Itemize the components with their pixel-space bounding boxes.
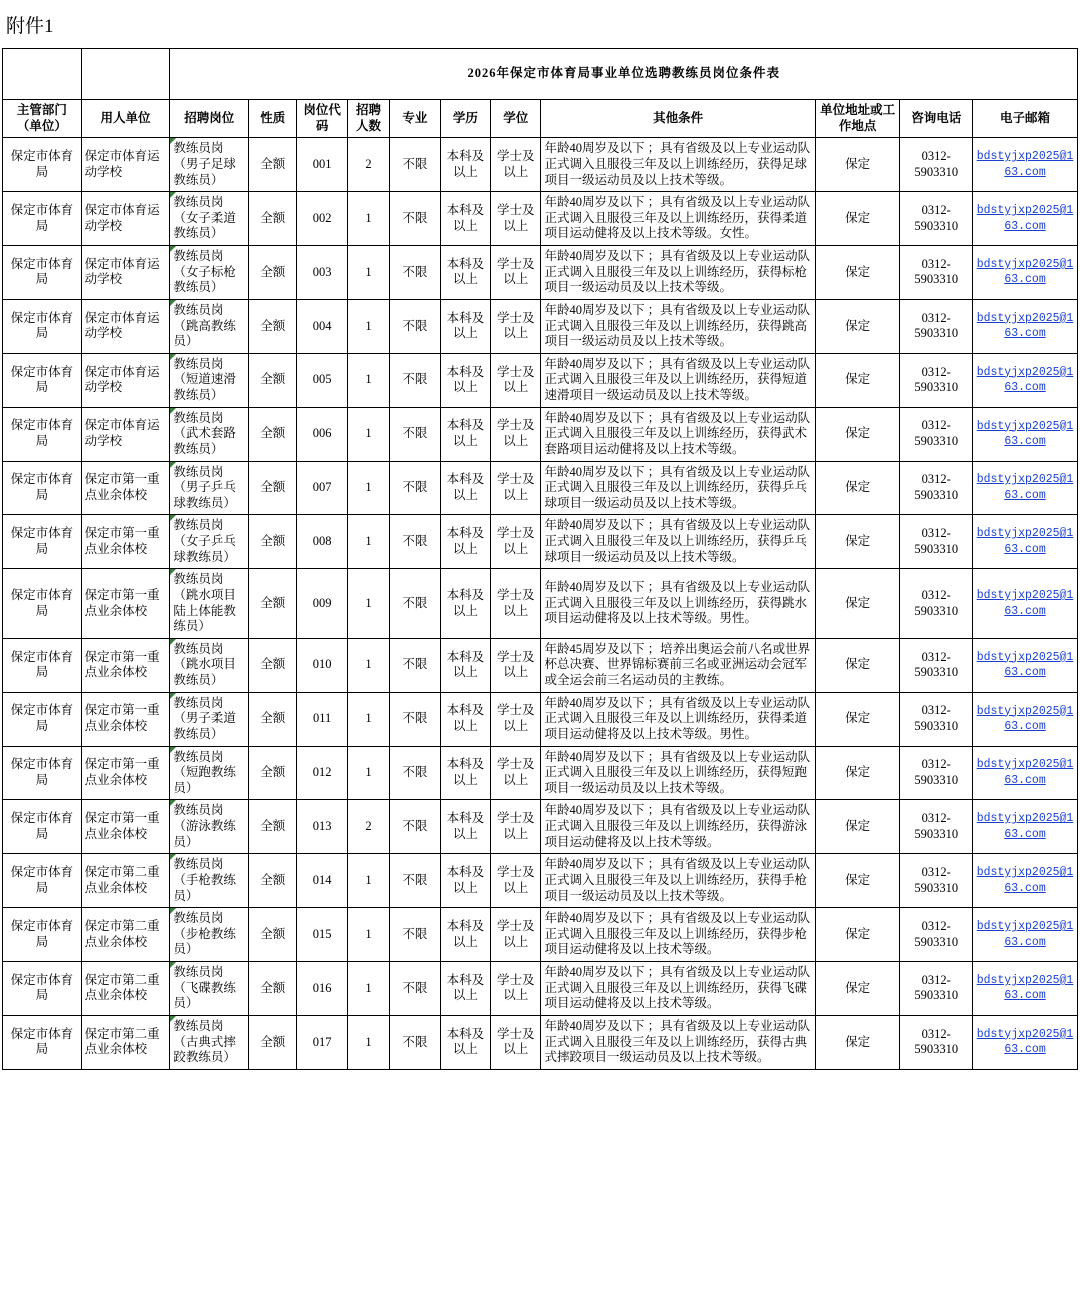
cell-phone: 0312-5903310 — [900, 246, 973, 300]
cell-phone: 0312-5903310 — [900, 461, 973, 515]
cell-phone: 0312-5903310 — [900, 854, 973, 908]
table-row — [3, 638, 1078, 692]
cell-phone: 0312-5903310 — [900, 138, 973, 192]
cell-degree: 学士及以上 — [491, 569, 541, 639]
cell-major: 不限 — [390, 1015, 440, 1069]
table-row — [3, 746, 1078, 800]
cell-other-conditions: 年龄40周岁及以下 ；具有省级及以上专业运动队正式调入且服役三年及以上训练经历，获得乒乓球项目一级运动员及以上技术等级。 — [541, 461, 815, 515]
cell-post: 教练员岗（手枪教练员） — [170, 854, 249, 908]
cell-major: 不限 — [390, 746, 440, 800]
cell-address: 保定 — [815, 138, 900, 192]
cell-major: 不限 — [390, 908, 440, 962]
cell-address: 保定 — [815, 407, 900, 461]
email-link[interactable]: bdstyjxp2025@163.com — [976, 704, 1074, 734]
cell-major: 不限 — [390, 461, 440, 515]
cell-email — [973, 246, 1078, 300]
cell-major: 不限 — [390, 353, 440, 407]
cell-code: 013 — [297, 800, 347, 854]
cell-degree: 学士及以上 — [491, 461, 541, 515]
cell-education: 本科及以上 — [440, 246, 490, 300]
column-header: 学历 — [440, 100, 490, 138]
cell-post: 教练员岗（短道速滑教练员） — [170, 353, 249, 407]
cell-code: 001 — [297, 138, 347, 192]
table-row — [3, 962, 1078, 1016]
cell-major: 不限 — [390, 800, 440, 854]
cell-nature: 全额 — [249, 638, 297, 692]
cell-degree: 学士及以上 — [491, 515, 541, 569]
cell-code: 014 — [297, 854, 347, 908]
table-row — [3, 692, 1078, 746]
cell-phone: 0312-5903310 — [900, 407, 973, 461]
cell-email — [973, 800, 1078, 854]
cell-department: 保定市体育局 — [3, 1015, 82, 1069]
cell-unit: 保定市体育运动学校 — [81, 192, 170, 246]
cell-email — [973, 692, 1078, 746]
cell-count: 1 — [347, 854, 389, 908]
cell-email — [973, 962, 1078, 1016]
cell-other-conditions: 年龄40周岁及以下 ；具有省级及以上专业运动队正式调入且服役三年及以上训练经历，获得步枪项目运动健将及以上技术等级。 — [541, 908, 815, 962]
cell-unit: 保定市第一重点业余体校 — [81, 461, 170, 515]
cell-address: 保定 — [815, 638, 900, 692]
cell-major: 不限 — [390, 407, 440, 461]
cell-department: 保定市体育局 — [3, 461, 82, 515]
cell-phone: 0312-5903310 — [900, 908, 973, 962]
cell-unit: 保定市体育运动学校 — [81, 353, 170, 407]
cell-post: 教练员岗（武术套路教练员） — [170, 407, 249, 461]
cell-count: 1 — [347, 962, 389, 1016]
cell-post: 教练员岗（跳水项目教练员） — [170, 638, 249, 692]
cell-count: 1 — [347, 515, 389, 569]
cell-post: 教练员岗（飞碟教练员） — [170, 962, 249, 1016]
cell-other-conditions: 年龄40周岁及以下 ；具有省级及以上专业运动队正式调入且服役三年及以上训练经历，获得跳水项目运动健将及以上技术等级。男性。 — [541, 569, 815, 639]
cell-degree: 学士及以上 — [491, 638, 541, 692]
cell-unit: 保定市第一重点业余体校 — [81, 515, 170, 569]
cell-email — [973, 854, 1078, 908]
cell-major: 不限 — [390, 246, 440, 300]
cell-email — [973, 353, 1078, 407]
cell-code: 015 — [297, 908, 347, 962]
cell-post: 教练员岗（步枪教练员） — [170, 908, 249, 962]
cell-post: 教练员岗（跳高教练员） — [170, 299, 249, 353]
cell-count: 1 — [347, 569, 389, 639]
column-header: 咨询电话 — [900, 100, 973, 138]
cell-education: 本科及以上 — [440, 461, 490, 515]
email-link[interactable]: bdstyjxp2025@163.com — [976, 650, 1074, 680]
cell-post: 教练员岗（男子柔道教练员） — [170, 692, 249, 746]
cell-other-conditions: 年龄40周岁及以下 ；具有省级及以上专业运动队正式调入且服役三年及以上训练经历，获得手枪项目一级运动员及以上技术等级。 — [541, 854, 815, 908]
cell-address: 保定 — [815, 854, 900, 908]
cell-degree: 学士及以上 — [491, 246, 541, 300]
table-row — [3, 192, 1078, 246]
cell-other-conditions: 年龄40周岁及以下 ；具有省级及以上专业运动队正式调入且服役三年及以上训练经历，获得跳高项目一级运动员及以上技术等级。 — [541, 299, 815, 353]
cell-phone: 0312-5903310 — [900, 192, 973, 246]
cell-count: 1 — [347, 746, 389, 800]
cell-phone: 0312-5903310 — [900, 638, 973, 692]
cell-education: 本科及以上 — [440, 353, 490, 407]
cell-unit: 保定市第一重点业余体校 — [81, 569, 170, 639]
cell-count: 1 — [347, 908, 389, 962]
cell-other-conditions: 年龄40周岁及以下 ；具有省级及以上专业运动队正式调入且服役三年及以上训练经历，获得古典式摔跤项目一级运动员及以上技术等级。 — [541, 1015, 815, 1069]
cell-address: 保定 — [815, 692, 900, 746]
blank-top-row — [3, 49, 1078, 100]
cell-other-conditions: 年龄45周岁及以下 ；培养出奥运会前八名或世界杯总决赛、世界锦标赛前三名或亚洲运动会冠军或全运会前三名运动员的主教练。 — [541, 638, 815, 692]
attachment-label: 附件1 — [6, 15, 54, 37]
cell-major: 不限 — [390, 854, 440, 908]
column-header: 学位 — [491, 100, 541, 138]
cell-phone: 0312-5903310 — [900, 692, 973, 746]
cell-post: 教练员岗（古典式摔跤教练员） — [170, 1015, 249, 1069]
column-header: 招聘人数 — [347, 100, 389, 138]
cell-address: 保定 — [815, 746, 900, 800]
cell-other-conditions: 年龄40周岁及以下 ；具有省级及以上专业运动队正式调入且服役三年及以上训练经历，获得游泳项目运动健将及以上技术等级。 — [541, 800, 815, 854]
email-link[interactable]: bdstyjxp2025@163.com — [976, 812, 1074, 841]
cell-department: 保定市体育局 — [3, 800, 82, 854]
table-header-row — [3, 100, 1078, 138]
column-header: 其他条件 — [541, 100, 815, 138]
cell-other-conditions: 年龄40周岁及以下 ；具有省级及以上专业运动队正式调入且服役三年及以上训练经历，获得足球项目一级运动员及以上技术等级。 — [541, 138, 815, 192]
cell-email — [973, 908, 1078, 962]
cell-degree: 学士及以上 — [491, 962, 541, 1016]
cell-other-conditions: 年龄40周岁及以下 ；具有省级及以上专业运动队正式调入且服役三年及以上训练经历，获得标枪项目一级运动员及以上技术等级。 — [541, 246, 815, 300]
cell-department: 保定市体育局 — [3, 746, 82, 800]
cell-address: 保定 — [815, 962, 900, 1016]
cell-email — [973, 569, 1078, 639]
table-row — [3, 246, 1078, 300]
cell-phone: 0312-5903310 — [900, 299, 973, 353]
cell-address: 保定 — [815, 353, 900, 407]
cell-address: 保定 — [815, 1015, 900, 1069]
cell-email — [973, 192, 1078, 246]
table-row — [3, 138, 1078, 192]
cell-count: 2 — [347, 138, 389, 192]
email-link[interactable]: bdstyjxp2025@163.com — [976, 973, 1074, 1003]
cell-unit: 保定市第一重点业余体校 — [81, 746, 170, 800]
table-row — [3, 569, 1078, 639]
attachment-header — [0, 0, 1080, 48]
email-link[interactable]: bdstyjxp2025@163.com — [976, 866, 1074, 895]
cell-nature: 全额 — [249, 461, 297, 515]
cell-code: 011 — [297, 692, 347, 746]
cell-degree: 学士及以上 — [491, 908, 541, 962]
column-header: 专业 — [390, 100, 440, 138]
cell-unit: 保定市体育运动学校 — [81, 299, 170, 353]
cell-count: 1 — [347, 461, 389, 515]
cell-unit: 保定市第一重点业余体校 — [81, 638, 170, 692]
email-link[interactable]: bdstyjxp2025@163.com — [976, 150, 1074, 179]
cell-code: 006 — [297, 407, 347, 461]
cell-post: 教练员岗（男子足球教练员） — [170, 138, 249, 192]
cell-education: 本科及以上 — [440, 138, 490, 192]
job-conditions-table — [2, 48, 1078, 1070]
email-link[interactable]: bdstyjxp2025@163.com — [976, 311, 1074, 341]
cell-count: 1 — [347, 638, 389, 692]
table-row — [3, 353, 1078, 407]
table-row — [3, 1015, 1078, 1069]
cell-nature: 全额 — [249, 246, 297, 300]
cell-nature: 全额 — [249, 692, 297, 746]
cell-code: 010 — [297, 638, 347, 692]
cell-education: 本科及以上 — [440, 192, 490, 246]
cell-code: 003 — [297, 246, 347, 300]
cell-post: 教练员岗（女子乒乓球教练员） — [170, 515, 249, 569]
cell-address: 保定 — [815, 192, 900, 246]
cell-department: 保定市体育局 — [3, 407, 82, 461]
cell-code: 002 — [297, 192, 347, 246]
cell-nature: 全额 — [249, 1015, 297, 1069]
cell-department: 保定市体育局 — [3, 246, 82, 300]
blank-cell — [3, 49, 82, 100]
cell-major: 不限 — [390, 962, 440, 1016]
cell-other-conditions: 年龄40周岁及以下 ；具有省级及以上专业运动队正式调入且服役三年及以上训练经历，获得武术套路项目运动健将及以上技术等级。 — [541, 407, 815, 461]
cell-phone: 0312-5903310 — [900, 962, 973, 1016]
cell-code: 004 — [297, 299, 347, 353]
cell-address: 保定 — [815, 908, 900, 962]
email-link[interactable]: bdstyjxp2025@163.com — [976, 1027, 1074, 1057]
cell-phone: 0312-5903310 — [900, 569, 973, 639]
cell-degree: 学士及以上 — [491, 407, 541, 461]
email-link[interactable]: bdstyjxp2025@163.com — [976, 473, 1074, 502]
cell-count: 1 — [347, 692, 389, 746]
cell-nature: 全额 — [249, 515, 297, 569]
cell-address: 保定 — [815, 299, 900, 353]
cell-unit: 保定市第一重点业余体校 — [81, 692, 170, 746]
cell-nature: 全额 — [249, 908, 297, 962]
cell-phone: 0312-5903310 — [900, 1015, 973, 1069]
cell-education: 本科及以上 — [440, 962, 490, 1016]
cell-department: 保定市体育局 — [3, 515, 82, 569]
cell-address: 保定 — [815, 461, 900, 515]
email-link[interactable]: bdstyjxp2025@163.com — [976, 365, 1074, 395]
cell-education: 本科及以上 — [440, 407, 490, 461]
cell-other-conditions: 年龄40周岁及以下 ；具有省级及以上专业运动队正式调入且服役三年及以上训练经历，获得柔道项目运动健将及以上技术等级。女性。 — [541, 192, 815, 246]
cell-phone: 0312-5903310 — [900, 800, 973, 854]
cell-code: 017 — [297, 1015, 347, 1069]
cell-phone: 0312-5903310 — [900, 746, 973, 800]
column-header: 主管部门（单位） — [3, 100, 82, 138]
cell-unit: 保定市第二重点业余体校 — [81, 854, 170, 908]
blank-cell — [81, 49, 170, 100]
cell-nature: 全额 — [249, 353, 297, 407]
cell-post: 教练员岗（男子乒乓球教练员） — [170, 461, 249, 515]
email-link[interactable]: bdstyjxp2025@163.com — [976, 588, 1074, 618]
cell-major: 不限 — [390, 569, 440, 639]
email-link[interactable]: bdstyjxp2025@163.com — [976, 419, 1074, 449]
cell-post: 教练员岗（游泳教练员） — [170, 800, 249, 854]
email-link[interactable]: bdstyjxp2025@163.com — [976, 257, 1074, 287]
cell-education: 本科及以上 — [440, 908, 490, 962]
cell-email — [973, 407, 1078, 461]
cell-other-conditions: 年龄40周岁及以下 ；具有省级及以上专业运动队正式调入且服役三年及以上训练经历，获得飞碟项目运动健将及以上技术等级。 — [541, 962, 815, 1016]
cell-address: 保定 — [815, 569, 900, 639]
cell-major: 不限 — [390, 192, 440, 246]
email-link[interactable]: bdstyjxp2025@163.com — [976, 204, 1074, 233]
cell-department: 保定市体育局 — [3, 299, 82, 353]
cell-count: 1 — [347, 192, 389, 246]
cell-nature: 全额 — [249, 569, 297, 639]
cell-department: 保定市体育局 — [3, 962, 82, 1016]
cell-nature: 全额 — [249, 854, 297, 908]
cell-email — [973, 638, 1078, 692]
table-row — [3, 299, 1078, 353]
cell-count: 1 — [347, 246, 389, 300]
cell-email — [973, 299, 1078, 353]
cell-department: 保定市体育局 — [3, 692, 82, 746]
cell-email — [973, 138, 1078, 192]
cell-department: 保定市体育局 — [3, 908, 82, 962]
cell-nature: 全额 — [249, 299, 297, 353]
cell-unit: 保定市第二重点业余体校 — [81, 962, 170, 1016]
cell-count: 2 — [347, 800, 389, 854]
cell-email — [973, 746, 1078, 800]
column-header: 单位地址或工作地点 — [815, 100, 900, 138]
cell-code: 007 — [297, 461, 347, 515]
table-row — [3, 407, 1078, 461]
cell-email — [973, 1015, 1078, 1069]
cell-degree: 学士及以上 — [491, 353, 541, 407]
email-link[interactable]: bdstyjxp2025@163.com — [976, 527, 1074, 556]
cell-other-conditions: 年龄40周岁及以下 ；具有省级及以上专业运动队正式调入且服役三年及以上训练经历，获得柔道项目运动健将及以上技术等级。男性。 — [541, 692, 815, 746]
cell-education: 本科及以上 — [440, 854, 490, 908]
table-row — [3, 800, 1078, 854]
cell-unit: 保定市体育运动学校 — [81, 138, 170, 192]
cell-email — [973, 515, 1078, 569]
cell-department: 保定市体育局 — [3, 192, 82, 246]
cell-post: 教练员岗（女子柔道教练员） — [170, 192, 249, 246]
cell-department: 保定市体育局 — [3, 638, 82, 692]
cell-department: 保定市体育局 — [3, 569, 82, 639]
table-row — [3, 908, 1078, 962]
cell-major: 不限 — [390, 692, 440, 746]
column-header: 用人单位 — [81, 100, 170, 138]
cell-nature: 全额 — [249, 138, 297, 192]
cell-degree: 学士及以上 — [491, 138, 541, 192]
column-header: 电子邮箱 — [973, 100, 1078, 138]
cell-nature: 全额 — [249, 192, 297, 246]
cell-degree: 学士及以上 — [491, 692, 541, 746]
cell-major: 不限 — [390, 515, 440, 569]
cell-unit: 保定市第二重点业余体校 — [81, 1015, 170, 1069]
table-row — [3, 515, 1078, 569]
cell-degree: 学士及以上 — [491, 299, 541, 353]
cell-unit: 保定市体育运动学校 — [81, 246, 170, 300]
cell-education: 本科及以上 — [440, 1015, 490, 1069]
cell-code: 012 — [297, 746, 347, 800]
cell-address: 保定 — [815, 246, 900, 300]
cell-degree: 学士及以上 — [491, 1015, 541, 1069]
cell-code: 008 — [297, 515, 347, 569]
email-link[interactable]: bdstyjxp2025@163.com — [976, 920, 1074, 949]
cell-department: 保定市体育局 — [3, 854, 82, 908]
column-header: 岗位代码 — [297, 100, 347, 138]
column-header: 性质 — [249, 100, 297, 138]
cell-count: 1 — [347, 407, 389, 461]
cell-count: 1 — [347, 1015, 389, 1069]
cell-post: 教练员岗（短跑教练员） — [170, 746, 249, 800]
cell-department: 保定市体育局 — [3, 138, 82, 192]
cell-other-conditions: 年龄40周岁及以下 ；具有省级及以上专业运动队正式调入且服役三年及以上训练经历，获得短道速滑项目一级运动员及以上技术等级。 — [541, 353, 815, 407]
cell-degree: 学士及以上 — [491, 800, 541, 854]
cell-count: 1 — [347, 299, 389, 353]
cell-unit: 保定市第一重点业余体校 — [81, 800, 170, 854]
cell-degree: 学士及以上 — [491, 746, 541, 800]
cell-nature: 全额 — [249, 962, 297, 1016]
cell-nature: 全额 — [249, 800, 297, 854]
cell-phone: 0312-5903310 — [900, 515, 973, 569]
cell-post: 教练员岗（女子标枪教练员） — [170, 246, 249, 300]
cell-major: 不限 — [390, 299, 440, 353]
cell-education: 本科及以上 — [440, 299, 490, 353]
cell-unit: 保定市第二重点业余体校 — [81, 908, 170, 962]
table-row — [3, 854, 1078, 908]
cell-department: 保定市体育局 — [3, 353, 82, 407]
cell-code: 005 — [297, 353, 347, 407]
cell-address: 保定 — [815, 515, 900, 569]
cell-major: 不限 — [390, 138, 440, 192]
cell-code: 016 — [297, 962, 347, 1016]
cell-address: 保定 — [815, 800, 900, 854]
cell-education: 本科及以上 — [440, 746, 490, 800]
cell-post: 教练员岗（跳水项目陆上体能教练员） — [170, 569, 249, 639]
table-row — [3, 461, 1078, 515]
cell-phone: 0312-5903310 — [900, 353, 973, 407]
cell-major: 不限 — [390, 638, 440, 692]
cell-unit: 保定市体育运动学校 — [81, 407, 170, 461]
table-title: 2026年保定市体育局事业单位选聘教练员岗位条件表 — [170, 49, 1078, 100]
cell-other-conditions: 年龄40周岁及以下 ；具有省级及以上专业运动队正式调入且服役三年及以上训练经历，获得乒乓球项目一级运动员及以上技术等级。 — [541, 515, 815, 569]
cell-email — [973, 461, 1078, 515]
cell-nature: 全额 — [249, 407, 297, 461]
cell-code: 009 — [297, 569, 347, 639]
cell-education: 本科及以上 — [440, 692, 490, 746]
cell-education: 本科及以上 — [440, 515, 490, 569]
cell-degree: 学士及以上 — [491, 192, 541, 246]
cell-count: 1 — [347, 353, 389, 407]
cell-degree: 学士及以上 — [491, 854, 541, 908]
cell-education: 本科及以上 — [440, 569, 490, 639]
cell-education: 本科及以上 — [440, 638, 490, 692]
cell-education: 本科及以上 — [440, 800, 490, 854]
email-link[interactable]: bdstyjxp2025@163.com — [976, 758, 1074, 787]
column-header: 招聘岗位 — [170, 100, 249, 138]
cell-nature: 全额 — [249, 746, 297, 800]
cell-other-conditions: 年龄40周岁及以下 ；具有省级及以上专业运动队正式调入且服役三年及以上训练经历，获得短跑项目一级运动员及以上技术等级。 — [541, 746, 815, 800]
